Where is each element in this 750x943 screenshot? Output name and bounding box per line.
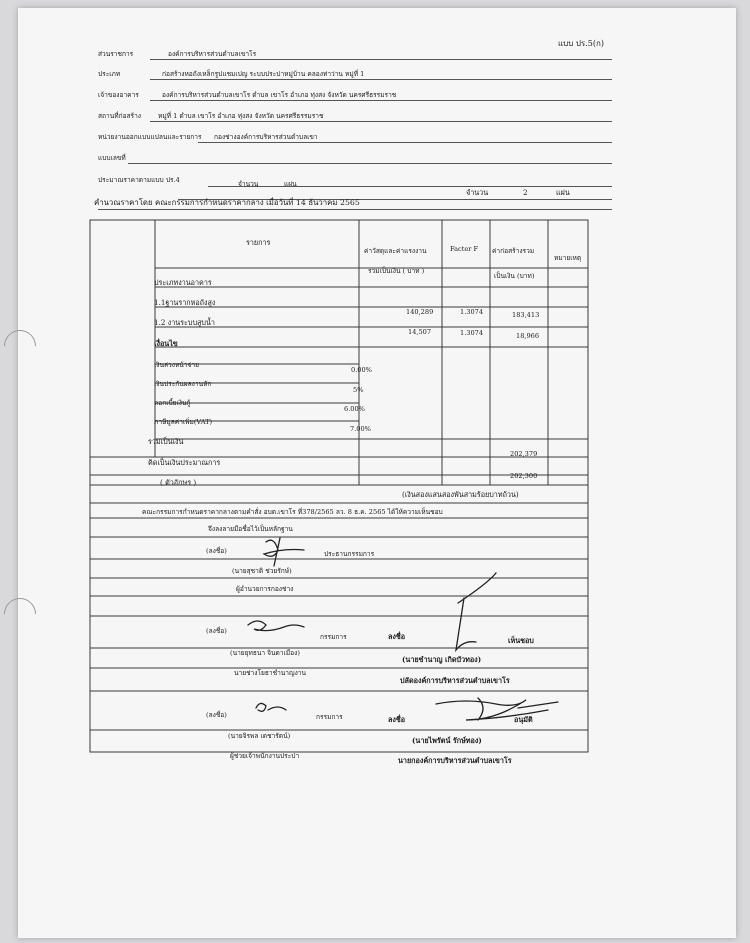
approve2-title: นายกองค์การบริหารส่วนตำบลเขาโร xyxy=(398,756,512,765)
member2-sign-label: (ลงชื่อ) xyxy=(206,711,227,719)
col-factor: Facter F xyxy=(450,245,479,253)
condition-label: เงินล่วงหน้าจ่าย xyxy=(154,361,199,369)
table-row-label: ประเภทงานอาคาร xyxy=(154,278,212,287)
estimate-label: ประมาณราคาตามแบบ ปร.4 xyxy=(98,176,180,184)
count-label-2: จำนวน xyxy=(466,188,489,197)
col-total-1: ค่าก่อสร้างรวม xyxy=(492,247,535,255)
table-row-cost: 14,507 xyxy=(408,328,432,336)
table-row-total: 18,966 xyxy=(516,332,540,340)
condition-label: ดอกเบี้ยเงินกู้ xyxy=(154,399,191,407)
site-label: สถานที่ก่อสร้าง xyxy=(98,112,142,120)
agency-label: ส่วนราชการ xyxy=(98,50,134,58)
document-page xyxy=(18,8,736,938)
sum-label: รวมเป็นเงิน xyxy=(148,437,184,446)
table-row-total: 183,413 xyxy=(512,311,540,319)
letters-label: ( ตัวอักษร ) xyxy=(160,478,197,487)
sum-value: 202,379 xyxy=(510,450,538,458)
calc-by: คำนวณราคาโดย คณะกรรมการกำหนดราคากลาง เมื่อวันที่ 14 ธันวาคม 2565 xyxy=(94,198,360,207)
design-value: กองช่างองค์การบริหารส่วนตำบลเขา xyxy=(214,133,318,141)
approve2-name: (นายไพรัตน์ รักษ์ทอง) xyxy=(412,736,482,745)
col-note: หมายเหตุ xyxy=(554,254,582,262)
plan-no-label: แบบเลขที่ xyxy=(98,154,126,162)
approve1-role: เห็นชอบ xyxy=(508,636,534,645)
member1-title: นายช่างโยธาชำนาญงาน xyxy=(234,669,307,677)
owner-value: องค์การบริหารส่วนตำบลเขาโร ตำบล เขาโร อำเภอ ทุ่งสง จังหวัด นครศรีธรรมราช xyxy=(162,91,397,99)
budget-value: 202,300 xyxy=(510,472,538,480)
committee-note: คณะกรรมการกำหนดราคากลางตามคำสั่ง อบต.เขาโร ที่378/2565 ลว. 8 ธ.ค. 2565 ได้ให้ความเห็นชอบ xyxy=(142,508,443,516)
condition-value: 6.00% xyxy=(344,405,365,413)
condition-value: 7.00% xyxy=(350,425,371,433)
table-row-label: 1.1ฐานรากหอถังสูง xyxy=(154,298,216,307)
design-label: หน่วยงานออกแบบแปลนและรายการ xyxy=(98,133,202,141)
approve2-role: อนุมัติ xyxy=(514,715,533,724)
certify-text: จึงลงลายมือชื่อไว้เป็นหลักฐาน xyxy=(208,525,293,533)
budget-label: คิดเป็นเงินประมาณการ xyxy=(148,458,221,467)
col-cost-1: ค่าวัสดุและค่าแรงงาน xyxy=(364,247,427,255)
member2-role: กรรมการ xyxy=(316,713,343,721)
chair-title: ผู้อำนวยการกองช่าง xyxy=(236,585,294,593)
approve1-name: (นายชำนาญ เกิดบัวทอง) xyxy=(402,655,482,664)
table-row-factor: 1.3074 xyxy=(460,329,484,337)
member1-role: กรรมการ xyxy=(320,633,347,641)
type-label: ประเภท xyxy=(98,70,121,78)
member1-name: (นายยุทธนา จินดาเมือง) xyxy=(230,649,300,657)
approve1-title: ปลัดองค์การบริหารส่วนตำบลเขาโร xyxy=(400,676,510,685)
sheet-label-2: แผ่น xyxy=(556,188,570,197)
owner-label: เจ้าของอาคาร xyxy=(98,91,139,99)
chair-role: ประธานกรรมการ xyxy=(324,550,375,558)
condition-value: 5% xyxy=(353,386,364,394)
sheet-label: แผ่น xyxy=(284,180,297,188)
handwritten-signatures xyxy=(18,8,736,938)
agency-value: องค์การบริหารส่วนตำบลเขาโร xyxy=(168,50,257,58)
col-cost-2: รวมเป็นเงิน ( บาท ) xyxy=(368,267,425,275)
table-row-label: 1.2 งานระบบสูบน้ำ xyxy=(154,318,215,327)
type-value: ก่อสร้างหอถังเหล็กรูปแชมเปญ ระบบประปาหมู่บ้าน คลองท่าว่าน หมู่ที่ 1 xyxy=(162,70,365,78)
form-code: แบบ ปร.5(ก) xyxy=(558,39,604,48)
conditions-title: เงื่อนไข xyxy=(154,339,178,348)
approve2-sign-label: ลงชื่อ xyxy=(388,715,406,724)
col-items: รายการ xyxy=(246,238,271,247)
letters-value: (เงินสองแสนสองพันสามร้อยบาทถ้วน) xyxy=(402,490,519,499)
member1-sign-label: (ลงชื่อ) xyxy=(206,627,227,635)
site-value: หมู่ที่ 1 ตำบล เขาโร อำเภอ ทุ่งสง จังหวัด นครศรีธรรมราช xyxy=(158,112,324,120)
table-row-factor: 1.3074 xyxy=(460,308,484,316)
col-total-2: เป็นเงิน (บาท) xyxy=(494,272,535,280)
count-label: จำนวน xyxy=(238,180,259,188)
member2-name: (นายจิรพล เดชารัตน์) xyxy=(228,732,291,740)
table-row-cost: 140,289 xyxy=(406,308,434,316)
condition-value: 0.00% xyxy=(351,366,372,374)
chair-sign-label: (ลงชื่อ) xyxy=(206,547,227,555)
approve1-sign-label: ลงชื่อ xyxy=(388,632,406,641)
chair-name: (นายสุชาติ ช่วยรักษ์) xyxy=(232,567,292,575)
member2-title: ผู้ช่วยเจ้าพนักงานประปา xyxy=(230,752,300,760)
count-value-2: 2 xyxy=(523,188,528,197)
condition-label: ภาษีมูลค่าเพิ่ม(VAT) xyxy=(154,418,213,426)
condition-label: เงินประกันผลงานหัก xyxy=(154,380,212,388)
